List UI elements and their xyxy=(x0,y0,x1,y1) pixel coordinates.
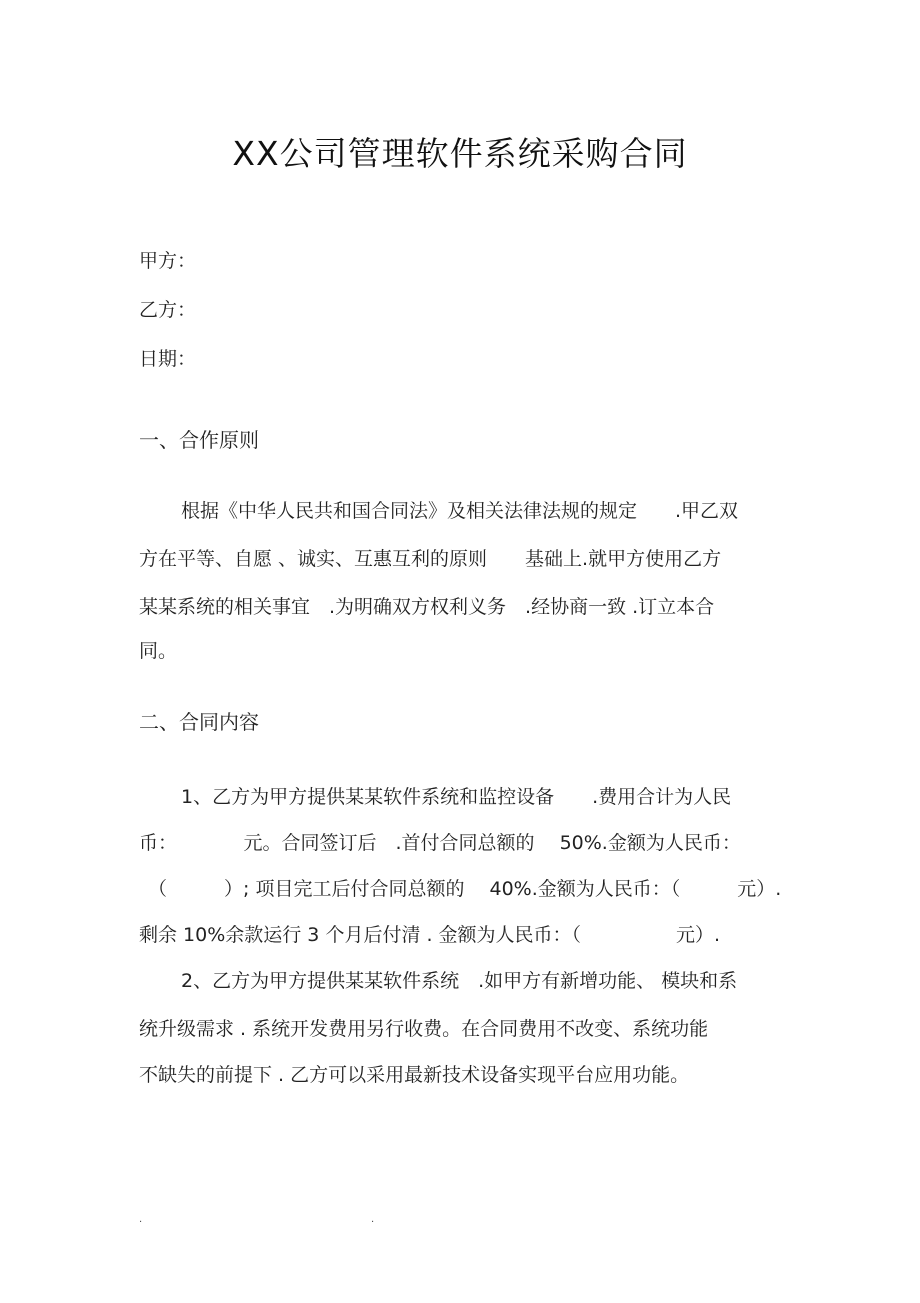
section-2-clause-line: 币： 元。合同签订后 .首付合同总额的 50%.金额为人民币： xyxy=(139,832,741,854)
section-2-clause-line: 统升级需求 . 系统开发费用另行收费。在合同费用不改变、系统功能 xyxy=(139,1018,709,1040)
document-title: XX公司管理软件系统采购合同 xyxy=(232,134,688,173)
section-2-clause-line: （ ）; 项目完工后付合同总额的 40%.金额为人民币：（ 元）. xyxy=(148,878,782,900)
section-2-clause-line: 2、乙方为甲方提供某某软件系统 .如甲方有新增功能、 模块和系 xyxy=(181,970,738,992)
section-1-heading: 一、合作原则 xyxy=(139,428,259,452)
section-1-paragraph-line: 根据《中华人民共和国合同法》及相关法律法规的规定 .甲乙双 xyxy=(181,500,739,522)
section-1-paragraph-line: 同。 xyxy=(139,640,178,662)
party-b-label: 乙方： xyxy=(139,299,197,321)
section-1-paragraph-line: 方在平等、自愿 、诚实、互惠互利的原则 基础上.就甲方使用乙方 xyxy=(139,548,722,570)
section-2-heading: 二、合同内容 xyxy=(139,710,259,734)
date-label: 日期： xyxy=(139,348,197,370)
section-2-clause-line: 剩余 10%余款运行 3 个月后付清 . 金额为人民币：（ 元）. xyxy=(139,924,721,946)
party-a-label: 甲方： xyxy=(139,250,197,272)
section-2-clause-line: 不缺失的前提下 . 乙方可以采用最新技术设备实现平台应用功能。 xyxy=(139,1064,690,1086)
section-1-paragraph-line: 某某系统的相关事宜 .为明确双方权利义务 .经协商一致 .订立本合 xyxy=(139,596,715,618)
section-2-clause-line: 1、乙方为甲方提供某某软件系统和监控设备 .费用合计为人民 xyxy=(181,786,732,808)
footer-mark-left: . xyxy=(139,1214,143,1225)
footer-mark-right: . xyxy=(371,1214,375,1225)
